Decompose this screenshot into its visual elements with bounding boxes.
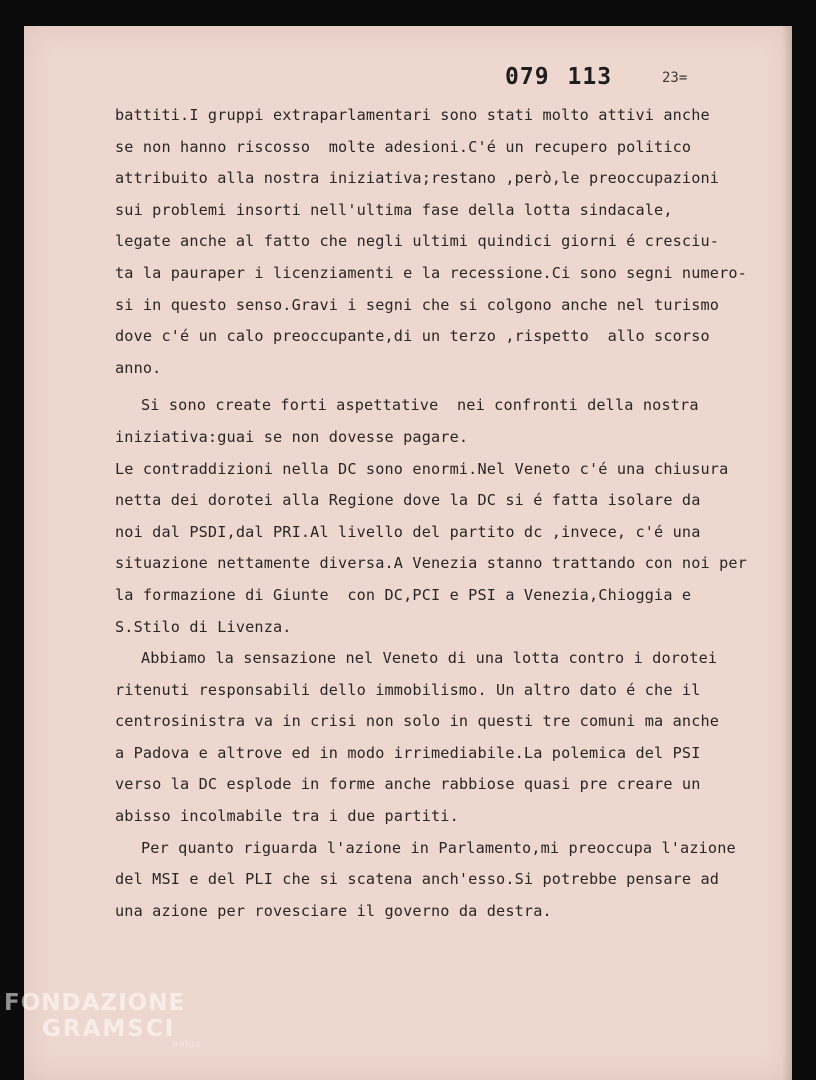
text-line: iniziativa:guai se non dovesse pagare. xyxy=(115,427,469,446)
text-line: ritenuti responsabili dello immobilismo. Un altro dato é che il xyxy=(115,680,701,699)
watermark-logo xyxy=(4,990,201,1050)
text-line: legate anche al fatto che negli ultimi quindici giorni é cresciu- xyxy=(115,232,720,251)
text-line: attribuito alla nostra iniziativa;restano ,però,le preoccupazioni xyxy=(115,169,720,188)
text-line: noi dal PSDI,dal PRI.Al livello del partito dc ,invece, c'é una xyxy=(115,522,701,541)
text-line: Le contraddizioni nella DC sono enormi.Nel Veneto c'é una chiusura xyxy=(115,459,729,478)
text-line: ta la pauraper i licenziamenti e la recessione.Ci sono segni numero- xyxy=(115,263,747,282)
text-line: del MSI e del PLI che si scatena anch'esso.Si potrebbe pensare ad xyxy=(115,870,720,889)
watermark-sub: onlus xyxy=(172,1040,202,1050)
text-line: anno. xyxy=(115,358,162,377)
archive-number: 113 xyxy=(567,64,613,90)
page-number: 23= xyxy=(662,70,688,86)
text-line: situazione nettamente diversa.A Venezia stanno trattando con noi per xyxy=(115,554,747,573)
text-line: una azione per rovesciare il governo da destra. xyxy=(115,901,552,920)
text-line: la formazione di Giunte con DC,PCI e PSI a Venezia,Chioggia e xyxy=(115,585,692,604)
text-line: verso la DC esplode in forme anche rabbiose quasi pre creare un xyxy=(115,775,701,794)
text-line: dove c'é un calo preoccupante,di un terzo ,rispetto allo scorso xyxy=(115,327,710,346)
text-line: abisso incolmabile tra i due partiti. xyxy=(115,807,459,826)
text-line: S.Stilo di Livenza. xyxy=(115,617,292,636)
text-line: centrosinistra va in crisi non solo in questi tre comuni ma anche xyxy=(115,712,720,731)
text-line: sui problemi insorti nell'ultima fase della lotta sindacale, xyxy=(115,200,673,219)
watermark-line1: FONDAZIONE xyxy=(4,990,186,1016)
text-line: a Padova e altrove ed in modo irrimediabile.La polemica del PSI xyxy=(115,743,701,762)
typed-text xyxy=(115,100,775,927)
text-line: Si sono create forti aspettative nei confronti della nostra xyxy=(141,396,699,415)
archive-stamp xyxy=(505,64,612,90)
watermark-line2: GRAMSCI xyxy=(42,1016,176,1042)
text-line: battiti.I gruppi extraparlamentari sono stati molto attivi anche xyxy=(115,106,710,124)
text-line: netta dei dorotei alla Regione dove la DC si é fatta isolare da xyxy=(115,491,701,510)
text-line: Per quanto riguarda l'azione in Parlamento,mi preoccupa l'azione xyxy=(141,838,736,857)
text-line: si in questo senso.Gravi i segni che si colgono anche nel turismo xyxy=(115,295,720,314)
paper-edge-shadow xyxy=(782,26,792,1080)
archive-code: 079 xyxy=(505,64,550,90)
text-line: se non hanno riscosso molte adesioni.C'é un recupero politico xyxy=(115,137,692,156)
text-line: Abbiamo la sensazione nel Veneto di una lotta contro i dorotei xyxy=(141,649,718,668)
